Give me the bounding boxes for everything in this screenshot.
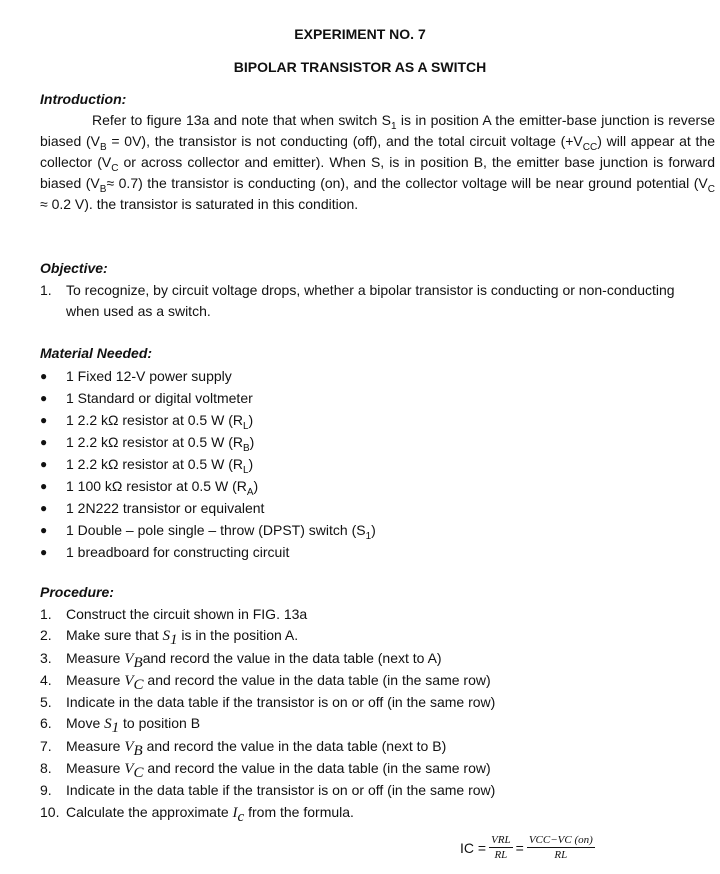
material-text: [66, 541, 289, 563]
procedure-step: [40, 625, 495, 647]
bullet-icon: ●: [40, 435, 48, 449]
material-item: [40, 519, 376, 541]
formula-numerator-1: VRL: [491, 834, 511, 846]
material-label: 1 breadboard for constructing circuit: [66, 544, 290, 560]
introduction-paragraph: [40, 110, 715, 215]
step-variable: V: [124, 672, 134, 689]
procedure-step: [40, 648, 495, 670]
step-number: 1.: [40, 606, 52, 622]
material-label: 1 2.2 kΩ resistor at 0.5 W (R: [66, 456, 243, 472]
intro-text-3: = 0V), the transistor is not conducting (off), and the total circuit voltage (+V: [106, 133, 583, 149]
step-text-start: Make sure that: [66, 627, 163, 644]
material-text: [66, 497, 264, 519]
step-text: [66, 713, 495, 735]
step-number: 6.: [40, 715, 52, 732]
material-text: 1 100 kΩ resistor at 0.5 W $(R_A)$: [66, 478, 259, 498]
step-text-end: and record the value in the data table (next to B): [142, 737, 447, 754]
step-variable: V: [124, 650, 134, 667]
step-text: [66, 758, 495, 780]
material-item: [40, 431, 376, 453]
experiment-title: EXPERIMENT NO. 7: [294, 26, 426, 42]
intro-sub-c: C: [111, 162, 119, 174]
procedure-heading: Procedure:: [40, 584, 114, 600]
material-label: 1 2.2 kΩ resistor at 0.5 W (R: [66, 434, 243, 450]
material-subscript: L: [242, 464, 249, 476]
procedure-step: [40, 713, 495, 735]
material-item: [40, 365, 376, 387]
intro-sub-b: B: [100, 141, 107, 153]
material-item: [40, 475, 376, 497]
material-subscript: B: [242, 442, 250, 454]
step-number: 9.: [40, 782, 52, 799]
experiment-subtitle: BIPOLAR TRANSISTOR AS A SWITCH: [233, 59, 487, 75]
step-text-start: Indicate in the data table if the transistor is on or off (in the same row): [66, 694, 496, 711]
step-variable: S: [104, 716, 112, 733]
procedure-step: [40, 604, 495, 625]
step-text-end: and record the value in the data table (in the same row): [143, 671, 491, 688]
bullet-icon: ●: [40, 501, 48, 515]
material-item: [40, 541, 376, 563]
intro-text-2: is in position A the emitter-base junction is reverse biased (V: [40, 112, 715, 149]
material-subscript: A: [246, 486, 254, 498]
intro-sub-c-2: C: [707, 183, 716, 195]
procedure-step: [40, 802, 495, 824]
step-text-end: is in the position A.: [177, 627, 299, 644]
procedure-step: [40, 692, 495, 713]
step-number: 8.: [40, 760, 52, 777]
formula-fraction-1: [489, 834, 513, 861]
material-label: 1 Double – pole single – throw (DPST) switch (S: [66, 522, 366, 538]
step-text: [66, 802, 495, 824]
material-subscript: 1: [365, 530, 372, 542]
step-text-start: Measure: [66, 737, 125, 754]
introduction-heading: Introduction:: [40, 91, 127, 107]
objective-item: [40, 280, 700, 322]
step-text-end: to position B: [119, 715, 201, 732]
objective-list: [40, 280, 700, 322]
step-variable: S: [162, 628, 170, 645]
step-text-start: Measure: [66, 649, 125, 666]
step-number: 10.: [40, 803, 60, 820]
step-text-end: and record the value in the data table (in the same row): [143, 760, 491, 777]
material-label: 1 Fixed 12-V power supply: [66, 368, 232, 384]
step-number: 7.: [40, 737, 52, 754]
material-text: 1 2.2 kΩ resistor at 0.5 W $(R_B)$: [66, 434, 255, 454]
formula-numerator-2: VCC−VC (on): [528, 834, 593, 846]
materials-heading: Material Needed:: [40, 345, 153, 361]
step-text-start: Measure: [66, 760, 125, 777]
material-item: [40, 387, 376, 409]
material-item: [40, 453, 376, 475]
bullet-icon: ●: [40, 369, 48, 383]
objective-number: 1.: [40, 282, 52, 298]
material-subscript: L: [242, 420, 249, 432]
step-text: [66, 625, 495, 647]
intro-text-5: or across collector and emitter). When S, is in position B, the emitter base junction is forward biased (V: [40, 154, 715, 191]
materials-list: [40, 365, 376, 563]
objective-heading: Objective:: [40, 260, 108, 276]
material-item: [40, 497, 376, 519]
step-variable-subscript: C: [133, 764, 144, 781]
intro-sub-cc: CC: [582, 141, 598, 153]
bullet-icon: ●: [40, 391, 48, 405]
intro-text-6: ≈ 0.7) the transistor is conducting (on), and the collector voltage will be near ground potential (V: [106, 175, 708, 191]
material-label: 1 2.2 kΩ resistor at 0.5 W (R: [66, 412, 243, 428]
step-number: 5.: [40, 694, 52, 711]
step-text: [66, 736, 495, 758]
step-variable: V: [124, 738, 134, 755]
step-text: [66, 604, 495, 625]
procedure-step: [40, 780, 495, 801]
material-text: 1 2.2 kΩ resistor at 0.5 W $(R_L)$: [66, 412, 254, 432]
step-variable-subscript: 1: [170, 632, 178, 649]
formula-lhs: IC =: [460, 839, 487, 856]
intro-text-4: ) will appear at the collector (V: [40, 133, 715, 170]
intro-sub-b-2: B: [99, 183, 107, 195]
step-text-end: from the formula.: [244, 803, 354, 820]
step-text: [66, 692, 495, 713]
step-variable-subscript: 1: [111, 720, 120, 737]
procedure-step: [40, 758, 495, 780]
bullet-icon: ●: [40, 479, 48, 493]
step-text: [66, 670, 495, 692]
step-text-start: Indicate in the data table if the transistor is on or off (in the same row): [66, 782, 496, 799]
step-variable: I: [232, 804, 238, 821]
procedure-step: [40, 736, 495, 758]
material-label: 1 Standard or digital voltmeter: [66, 390, 253, 406]
step-variable-subscript: c: [237, 808, 245, 825]
step-variable-subscript: B: [133, 742, 143, 759]
step-text: [66, 648, 495, 670]
intro-sub-s1: 1: [391, 120, 397, 132]
material-text: [66, 387, 253, 409]
step-variable-subscript: B: [133, 654, 143, 671]
objective-text: To recognize, by circuit voltage drops, whether a bipolar transistor is conducting or non-conducting when used as a switch.: [66, 282, 675, 319]
intro-text-1: Refer to figure 13a and note that when switch S: [92, 112, 391, 128]
step-text: [66, 780, 495, 801]
procedure-list: [40, 604, 495, 824]
step-text-start: Measure: [66, 671, 125, 688]
formula-fraction-2: [527, 834, 595, 861]
step-text-start: Calculate the approximate: [66, 803, 233, 820]
current-formula: [460, 834, 598, 861]
step-number: 4.: [40, 671, 52, 688]
step-variable: V: [124, 761, 134, 778]
step-variable-subscript: C: [133, 676, 144, 693]
step-number: 3.: [40, 649, 52, 666]
step-text-end: and record the value in the data table (next to A): [142, 649, 442, 666]
bullet-icon: ●: [40, 413, 48, 427]
material-text: 1 2.2 kΩ resistor at 0.5 W $(R_L)$: [66, 456, 254, 476]
procedure-step: [40, 670, 495, 692]
formula-denominator-2: RL: [554, 849, 568, 861]
material-text: 1 Double – pole single – throw (DPST) switch $(S_1)$: [66, 522, 376, 542]
material-label: 1 2N222 transistor or equivalent: [66, 500, 265, 516]
intro-text-7: ≈ 0.2 V). the transistor is saturated in this condition.: [40, 196, 359, 212]
material-label: 1 100 kΩ resistor at 0.5 W (R: [66, 478, 247, 494]
formula-denominator-1: RL: [494, 849, 508, 861]
bullet-icon: ●: [40, 545, 48, 559]
step-text-start: Move: [66, 715, 105, 732]
material-item: [40, 409, 376, 431]
material-text: [66, 365, 232, 387]
step-number: 2.: [40, 627, 52, 644]
bullet-icon: ●: [40, 457, 48, 471]
formula-equals: =: [515, 839, 524, 856]
bullet-icon: ●: [40, 523, 48, 537]
step-text-start: Construct the circuit shown in FIG. 13a: [66, 606, 308, 622]
